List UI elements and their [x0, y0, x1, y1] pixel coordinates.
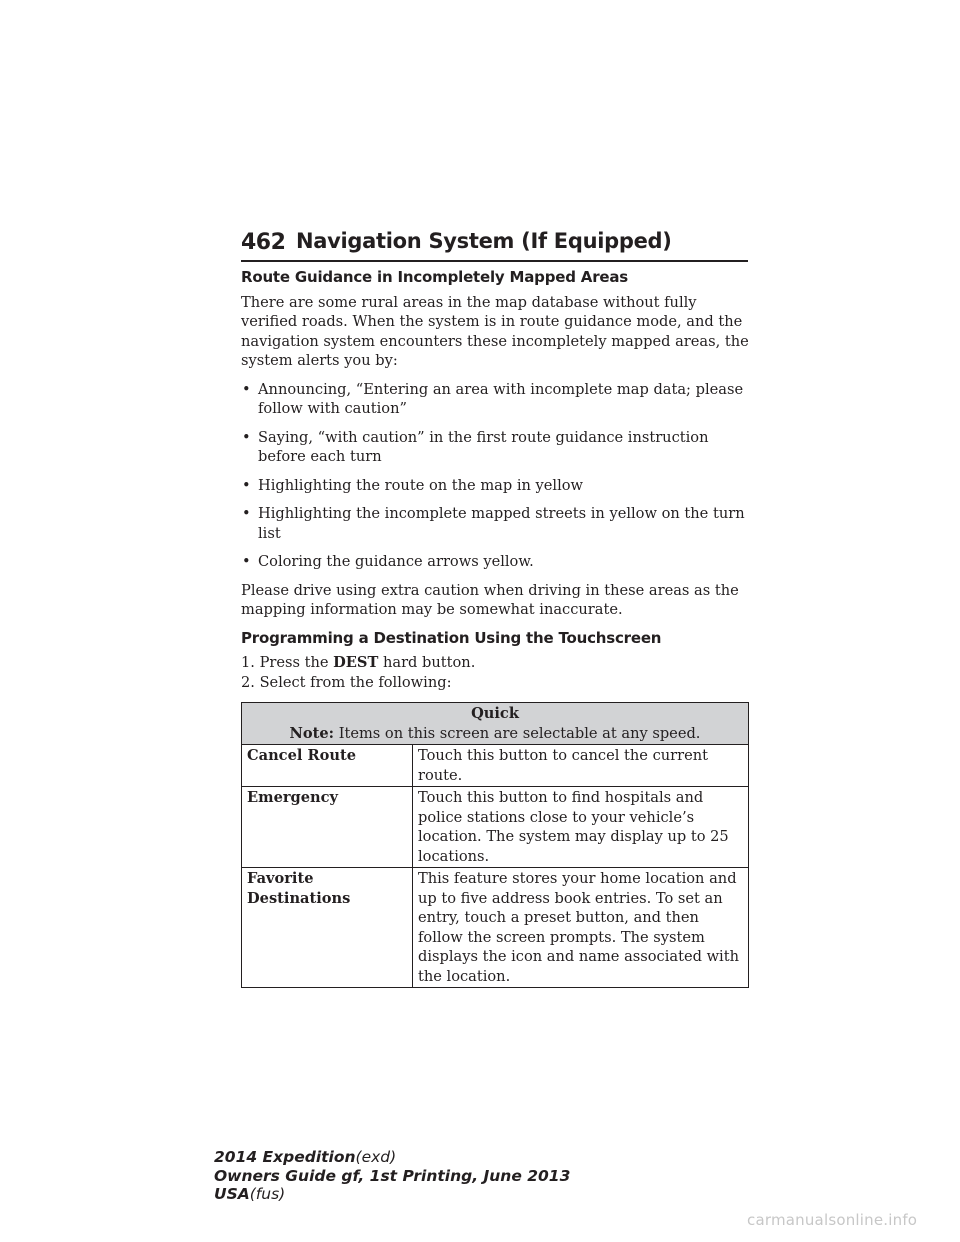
watermark: carmanualsonline.info [747, 1211, 918, 1229]
page-content [241, 268, 751, 988]
alert-list [241, 380, 751, 572]
footer-market-line: USA(fus) [214, 1185, 286, 1203]
table-term: Favorite Destinations [242, 868, 413, 988]
table-note: Note: Items on this screen are selectable at any speed. [289, 724, 701, 742]
route-guidance-heading: Route Guidance in Incompletely Mapped Areas [241, 268, 629, 286]
destination-table [241, 702, 749, 988]
table-desc: Touch this button to cancel the current route. [413, 745, 749, 787]
table-title: Quick [471, 705, 519, 722]
table-row [242, 868, 749, 988]
table-term: Emergency [242, 787, 413, 868]
bullet-icon: • [242, 476, 251, 494]
bullet-icon: • [242, 428, 251, 446]
bullet-icon: • [242, 380, 251, 398]
list-item: • Coloring the guidance arrows yellow. [242, 553, 534, 570]
footer-guide-line: Owners Guide gf, 1st Printing, June 2013 [214, 1166, 571, 1185]
section-title: Navigation System (If Equipped) [296, 229, 672, 253]
page-number: 462 [241, 230, 286, 255]
table-row [242, 745, 749, 787]
programming-heading: Programming a Destination Using the Touchscreen [241, 628, 662, 647]
table-header [242, 703, 749, 745]
list-item: • Announcing, “Entering an area with incomplete map data; please follow with caution” [242, 380, 744, 417]
list-item: • Highlighting the route on the map in yellow [242, 476, 584, 494]
table-desc: Touch this button to find hospitals and police stations close to your vehicle’s location. The system may display up to 25 locations. [413, 787, 749, 868]
list-item: • Saying, “with caution” in the first route guidance instruction before each turn [242, 428, 709, 465]
table-row [242, 787, 749, 868]
bullet-icon: • [242, 505, 251, 522]
list-item: • Highlighting the incomplete mapped streets in yellow on the turn list [242, 505, 745, 542]
footer-model-line: 2014 Expedition(exd) [214, 1148, 397, 1166]
step-2: 2. Select from the following: [241, 673, 452, 691]
table-term: Cancel Route [242, 745, 413, 787]
print-footer [214, 1148, 570, 1204]
bullet-icon: • [242, 553, 251, 570]
dest-key-label: DEST [333, 654, 379, 671]
step-1: 1. Press the DEST hard button. [241, 654, 476, 671]
page-header [241, 226, 748, 260]
header-divider [241, 260, 748, 262]
route-guidance-outro: Please drive using extra caution when driving in these areas as the mapping information may be somewhat inaccurate. [241, 581, 739, 618]
route-guidance-intro: There are some rural areas in the map database without fully verified roads. When the system is in route guidance mode, and the navigation system encounters these incompletely mapped areas, the system alerts you by: [241, 293, 749, 369]
table-desc: This feature stores your home location and up to five address book entries. To set an entry, touch a preset button, and then follow the screen prompts. The system displays the icon and name associated with the location. [413, 868, 749, 988]
steps [241, 653, 751, 692]
